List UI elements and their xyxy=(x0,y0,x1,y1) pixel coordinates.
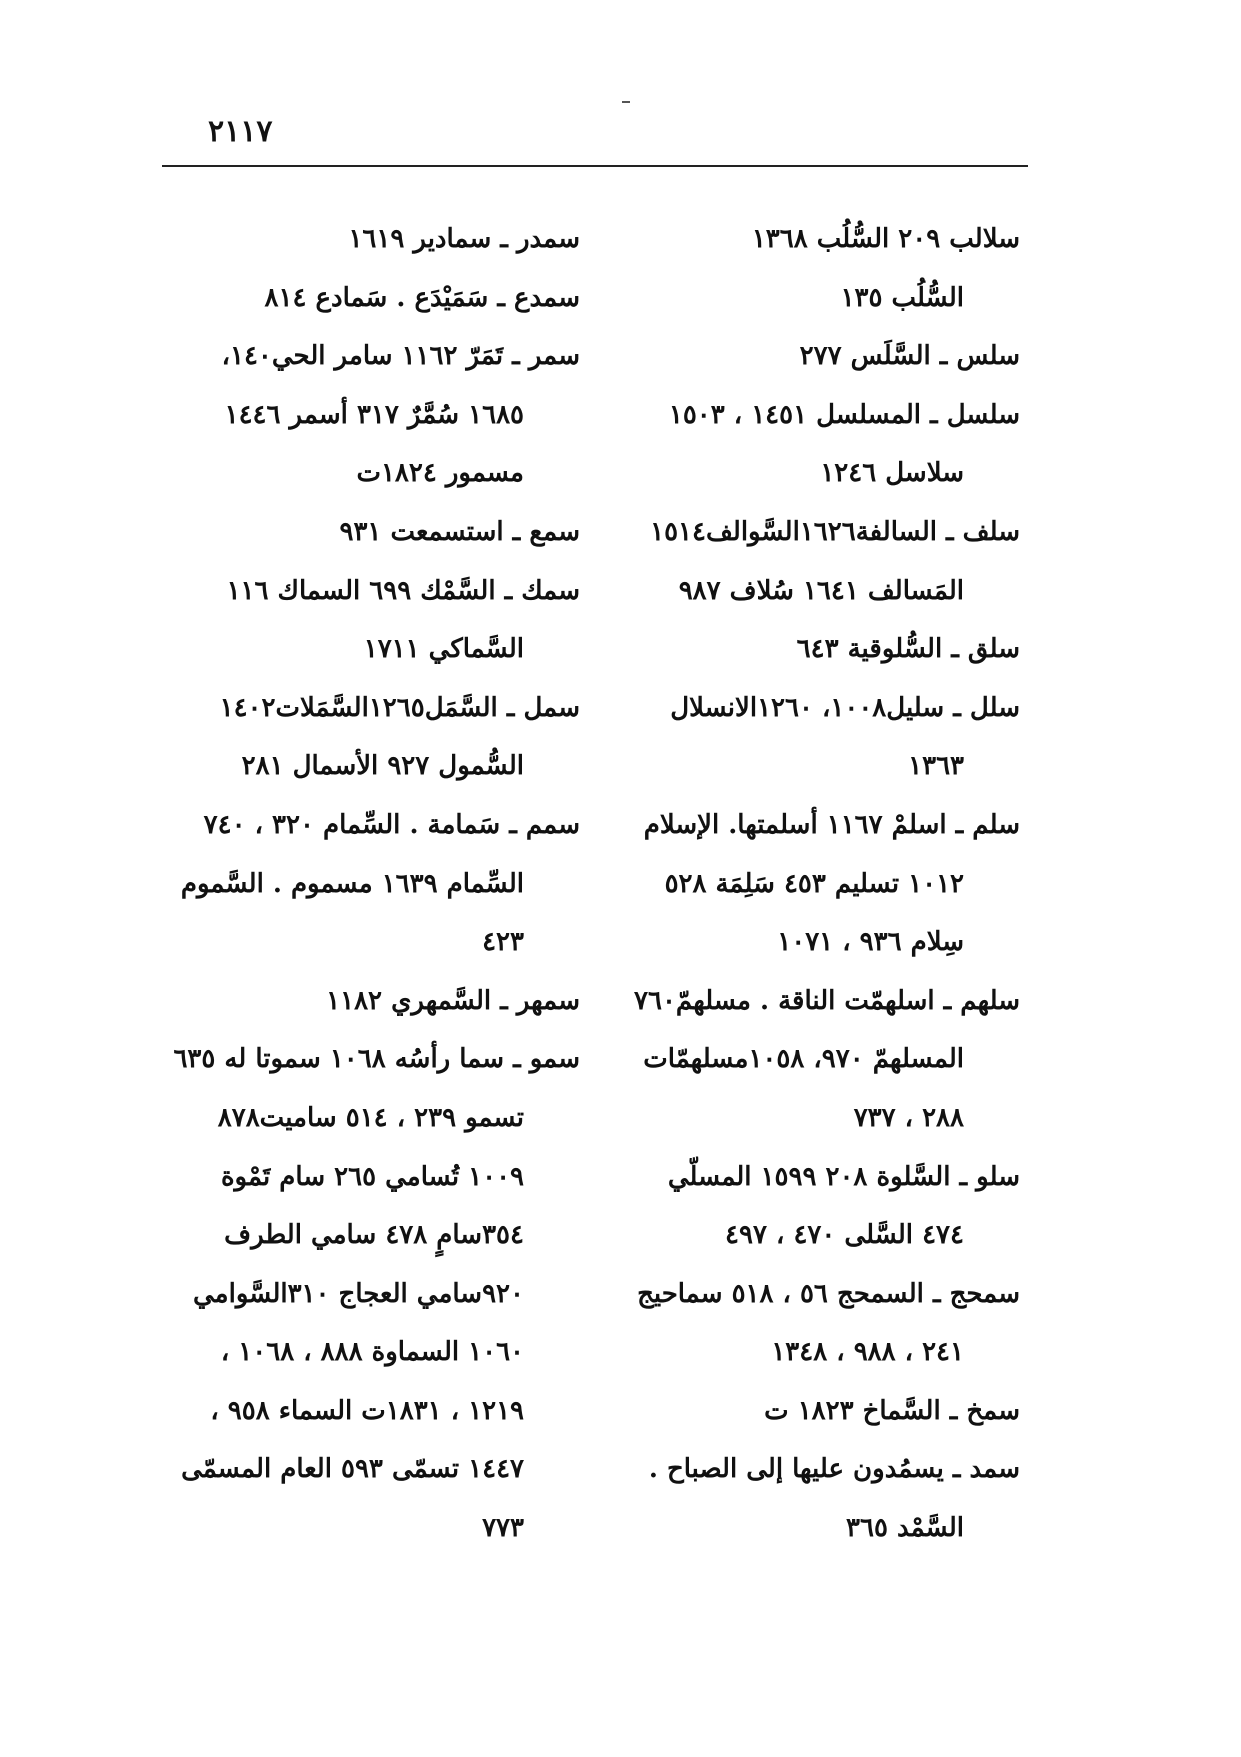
entry-continuation-line: سِلام ٩٣٦ ، ١٠٧١ xyxy=(777,927,964,958)
entry-continuation-line: ٣٥٤سامٍ ٤٧٨ سامي الطرف xyxy=(224,1220,524,1251)
entry-continuation-line: المسلهمّ ٩٧٠، ١٠٥٨مسلهمّات xyxy=(643,1044,964,1075)
entry-continuation-line: ١٠٠٩ تُسامي ٢٦٥ سام تَمْوة xyxy=(220,1161,524,1192)
entry-continuation-line: السَّماكي ١٧١١ xyxy=(363,634,524,665)
entry-line: سمدع ـ سَمَيْدَع . سَمادع ٨١٤ xyxy=(264,282,580,313)
entry-continuation-line: ١٢١٩ ، ١٨٣١ت السماء ٩٥٨ ، xyxy=(210,1395,524,1426)
entry-line: سلسل ـ المسلسل ١٤٥١ ، ١٥٠٣ xyxy=(668,399,1020,430)
entry-line: سلم ـ اسلمْ ١١٦٧ أسلمتها. الإسلام xyxy=(643,809,1020,840)
entry-line: سلف ـ السالفة١٦٢٦السَّوالف١٥١٤ xyxy=(650,516,1020,547)
page-number: ٢١١٧ xyxy=(208,114,273,149)
entry-line: سمخ ـ السَّماخ ١٨٢٣ ت xyxy=(764,1395,1020,1426)
entry-continuation-line: ١٠١٢ تسليم ٤٥٣ سَلِمَة ٥٢٨ xyxy=(664,868,964,899)
entry-line: سمدر ـ سمادير ١٦١٩ xyxy=(348,224,580,254)
entry-continuation-line: ٢٨٨ ، ٧٣٧ xyxy=(853,1102,964,1133)
entry-continuation-line: ١٦٨٥ سُمَّرٌ ٣١٧ أسمر ١٤٤٦ xyxy=(224,399,524,430)
entry-continuation-line: ٧٧٣ xyxy=(482,1513,524,1544)
scan-speck xyxy=(622,101,630,103)
entry-line: سلهم ـ اسلهمّت الناقة . مسلهمّ٧٦٠ xyxy=(634,985,1020,1016)
entry-continuation-line: تسمو ٢٣٩ ، ٥١٤ ساميت٨٧٨ xyxy=(217,1102,524,1133)
entry-continuation-line: السَّمْد ٣٦٥ xyxy=(846,1513,964,1544)
right-column xyxy=(612,210,1020,1558)
entry-line: سمع ـ استسمعت ٩٣١ xyxy=(339,516,580,547)
entry-continuation-line: ١٤٤٧ تسمّى ٥٩٣ العام المسمّى xyxy=(181,1454,524,1485)
entry-continuation-line: ٢٤١ ، ٩٨٨ ، ١٣٤٨ xyxy=(771,1337,964,1368)
entry-line: سمو ـ سما رأسُه ١٠٦٨ سموتا له ٦٣٥ xyxy=(173,1044,580,1075)
entry-continuation-line: ٤٢٣ xyxy=(482,927,524,958)
entry-line: سمهر ـ السَّمهري ١١٨٢ xyxy=(326,985,580,1016)
entry-line: سمك ـ السَّمْك ٦٩٩ السماك ١١٦ xyxy=(226,575,580,606)
left-column xyxy=(160,210,580,1558)
entry-continuation-line: المَسالف ١٦٤١ سُلاف ٩٨٧ xyxy=(678,575,964,606)
entry-line: سلو ـ السَّلوة ٢٠٨ ١٥٩٩ المسلّي xyxy=(667,1161,1020,1192)
entry-line: سمحج ـ السمحج ٥٦ ، ٥١٨ سماحيج xyxy=(637,1278,1020,1309)
entry-line: سلس ـ السَّلَس ٢٧٧ xyxy=(799,341,1020,372)
entry-continuation-line: ١٠٦٠ السماوة ٨٨٨ ، ١٠٦٨ ، xyxy=(220,1337,524,1368)
entry-line: سمد ـ يسمُدون عليها إلى الصباح . xyxy=(648,1454,1020,1485)
entry-line: سمر ـ تَمَرّ ١١٦٢ سامر الحي١٤٠، xyxy=(221,341,580,372)
entry-line: سلل ـ سليل١٠٠٨، ١٢٦٠الانسلال xyxy=(670,692,1020,723)
entry-continuation-line: السُّمول ٩٢٧ الأسمال ٢٨١ xyxy=(241,751,524,782)
entry-line: سمل ـ السَّمَل١٢٦٥السَّمَلات١٤٠٢ xyxy=(219,692,580,723)
entry-line: سلق ـ السُّلوقية ٦٤٣ xyxy=(796,634,1020,665)
entry-continuation-line: ٤٧٤ السَّلى ٤٧٠ ، ٤٩٧ xyxy=(725,1220,964,1251)
entry-continuation-line: ٩٢٠سامي العجاج ٣١٠السَّوامي xyxy=(193,1278,524,1309)
entry-continuation-line: السِّمام ١٦٣٩ مسموم . السَّموم xyxy=(180,868,524,899)
entry-line: سمم ـ سَمامة . السِّمام ٣٢٠ ، ٧٤٠ xyxy=(203,809,580,840)
header-rule xyxy=(162,165,1028,167)
entry-continuation-line: سلاسل ١٢٤٦ xyxy=(820,458,964,489)
entry-continuation-line: السُّلُب ١٣٥ xyxy=(840,282,964,313)
entry-continuation-line: مسمور ١٨٢٤ت xyxy=(356,458,524,489)
entry-continuation-line: ١٣٦٣ xyxy=(908,751,964,782)
entry-line: سلالب ٢٠٩ السُّلُب ١٣٦٨ xyxy=(751,224,1020,254)
